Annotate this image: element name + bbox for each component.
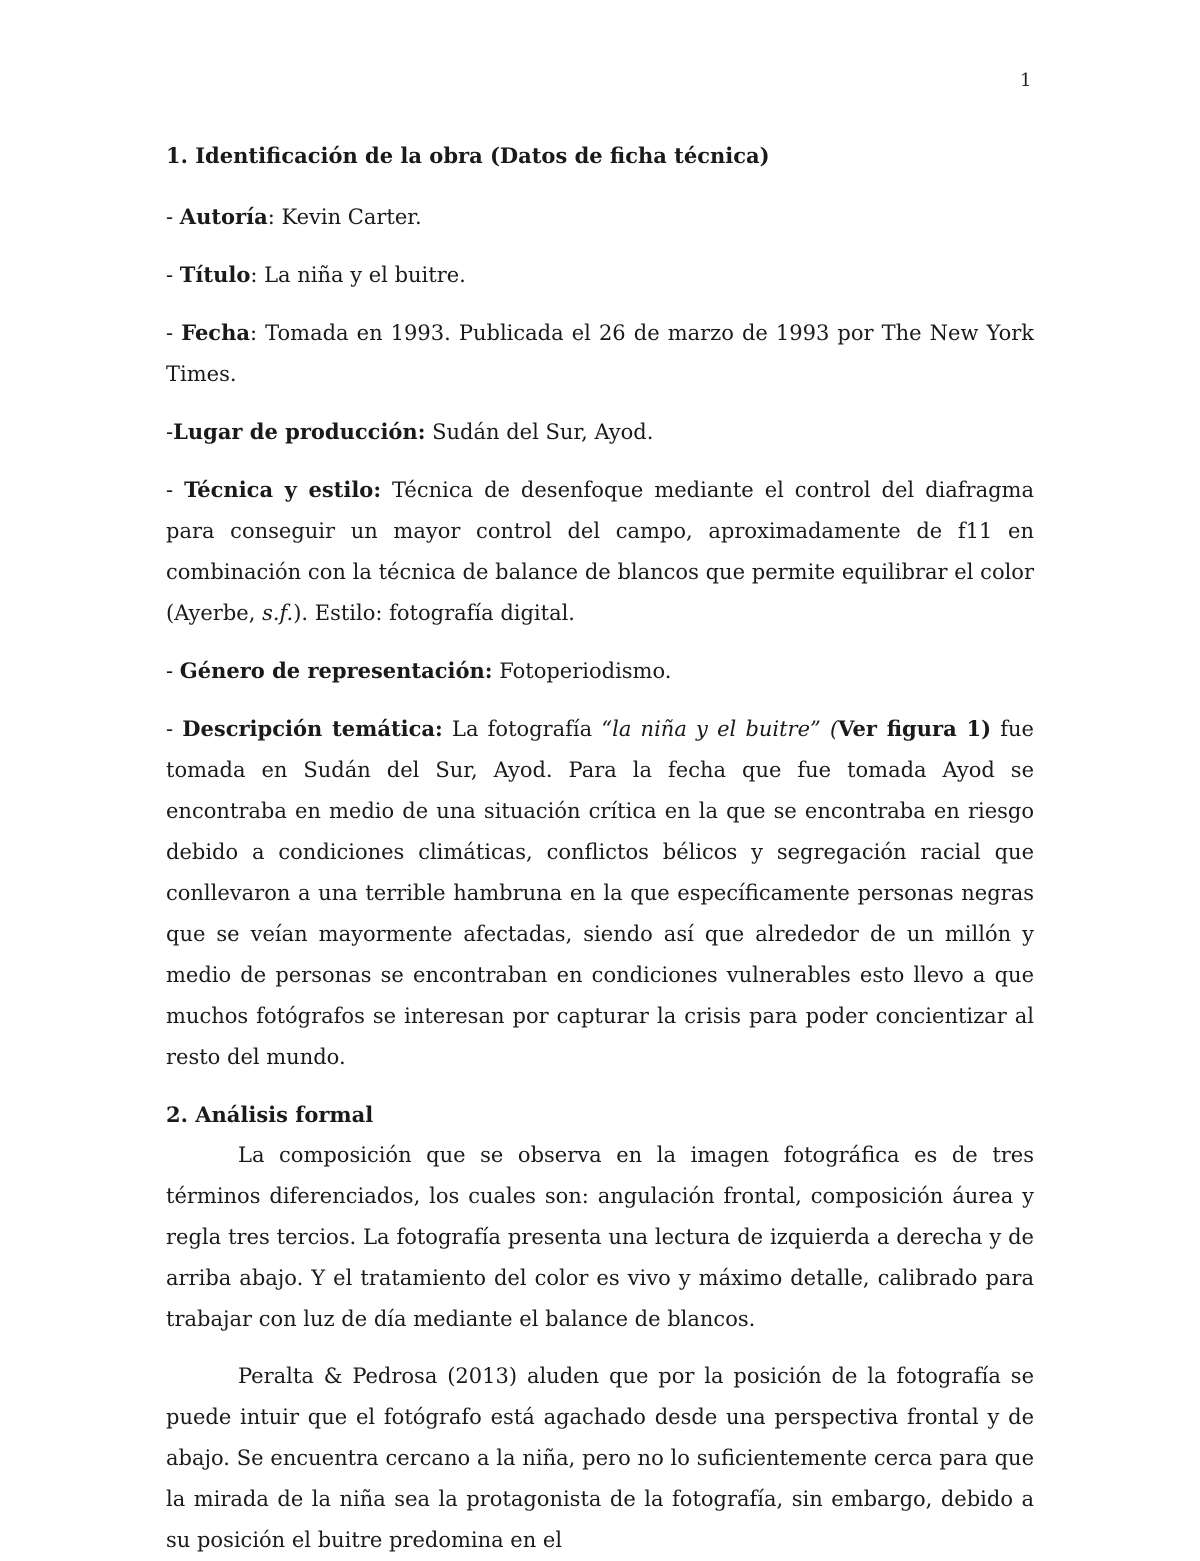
field-value: Fotoperiodismo. [492,659,672,683]
field-label: Título [179,262,251,287]
field-lugar: -Lugar de producción: Sudán del Sur, Ayod. [166,419,654,444]
field-label: Descripción temática: [182,716,443,741]
field-label: Autoría [179,204,268,229]
field-fecha: - Fecha: Tomada en 1993. Publicada el 26 de marzo de 1993 por The New York Times. [166,320,1034,386]
field-value: La niña y el buitre. [264,263,466,287]
field-descripcion: - Descripción temática: La fotografía “la niña y el buitre” (Ver figura 1) fue tomada en Sudán del Sur, Ayod. Para la fecha que fue tomada Ayod se encontraba en medio de una situación crítica en la que se encontraba en riesgo debido a condiciones climáticas, conflictos bélicos y segregación racial que conllevaron a una terrible hambruna en la que específicamente personas negras que se veían mayormente afectadas, siendo así que alrededor de un millón y medio de personas se encontraban en condiciones vulnerables esto llevo a que muchos fotógrafos se interesan por capturar la crisis para poder concientizar al resto del mundo. [166,716,1034,1069]
field-label: Técnica y estilo: [184,477,382,502]
document-body [166,140,1034,1561]
field-label: Género de representación: [179,658,493,683]
section1-heading: 1. Identificación de la obra (Datos de ficha técnica) [166,143,770,168]
field-titulo: - Título: La niña y el buitre. [166,262,466,287]
section2-paragraph: Peralta & Pedrosa (2013) aluden que por la posición de la fotografía se puede intuir que el fotógrafo está agachado desde una perspectiva frontal y de abajo. Se encuentra cercano a la niña, pero no lo suficientemente cerca para que la mirada de la niña sea la protagonista de la fotografía, sin embargo, debido a su posición el buitre predomina en el [166,1364,1034,1552]
field-autoria: - Autoría: Kevin Carter. [166,204,422,229]
field-label: Lugar de producción: [173,419,426,444]
page-number: 1 [1020,70,1032,91]
field-value: Sudán del Sur, Ayod. [425,420,654,444]
field-genero: - Género de representación: Fotoperiodismo. [166,658,672,683]
field-value: Kevin Carter. [281,205,422,229]
figure-reference: Ver figura 1) [838,716,992,741]
field-tecnica: - Técnica y estilo: Técnica de desenfoque mediante el control del diafragma para conseguir un mayor control del campo, aproximadamente de f11 en combinación con la técnica de balance de blancos que permite equilibrar el color (Ayerbe, s.f.). Estilo: fotografía digital. [166,477,1034,625]
field-label: Fecha [181,320,250,345]
section2-paragraph: La composición que se observa en la imagen fotográfica es de tres términos diferenciados, los cuales son: angulación frontal, composición áurea y regla tres tercios. La fotografía presenta una lectura de izquierda a derecha y de arriba abajo. Y el tratamiento del color es vivo y máximo detalle, calibrado para trabajar con luz de día mediante el balance de blancos. [166,1143,1034,1331]
field-value: Tomada en 1993. Publicada el 26 de marzo de 1993 por The New York Times. [166,321,1034,386]
section2-heading: 2. Análisis formal [166,1102,374,1127]
